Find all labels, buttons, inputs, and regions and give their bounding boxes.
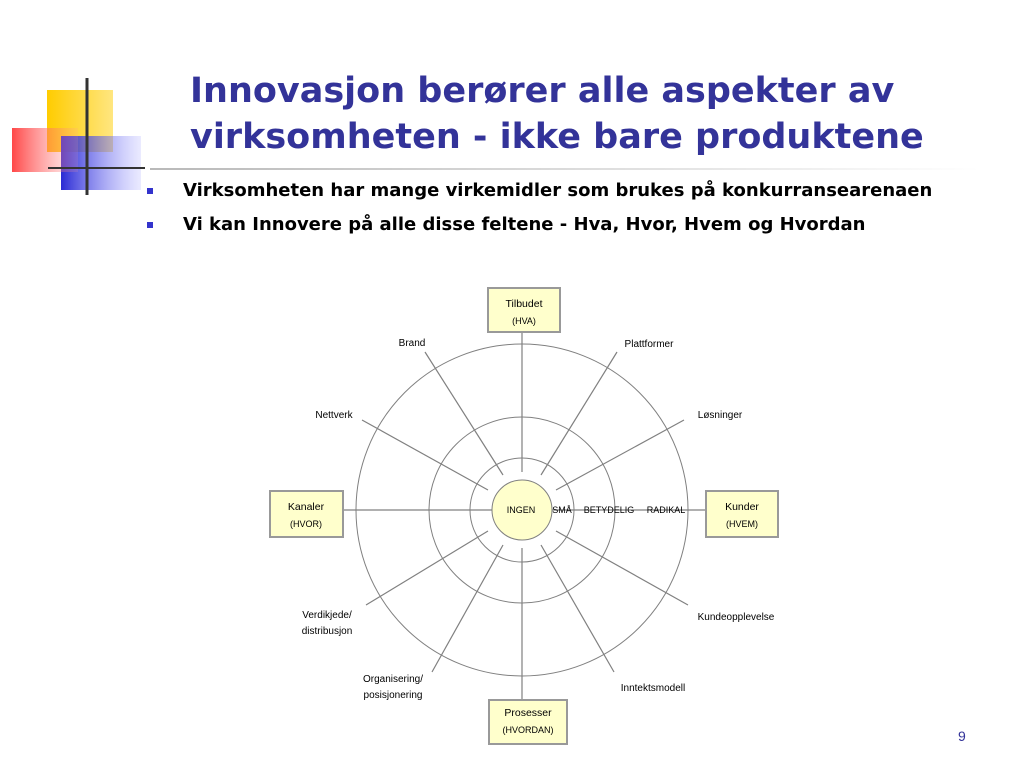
spoke-label-losninger: Løsninger <box>697 410 743 421</box>
scale-label-ingen: INGEN <box>506 505 536 515</box>
box-prosesser-label: Prosesser <box>504 707 552 719</box>
spoke-line-verdikjede <box>366 531 488 605</box>
scale-label-radikal: RADIKAL <box>646 505 686 515</box>
spoke-label-organisering-line2: posisjonering <box>363 690 423 701</box>
spoke-line-plattformer <box>541 352 617 475</box>
box-kanaler-sublabel: (HVOR) <box>290 519 322 529</box>
spoke-label-plattformer: Plattformer <box>624 339 674 350</box>
bullet-item <box>143 214 1003 235</box>
bullet-item <box>143 180 1003 201</box>
page-number: 9 <box>958 728 966 744</box>
spoke-label-inntektsmodell: Inntektsmodell <box>620 683 686 694</box>
spoke-line-organisering <box>432 545 503 672</box>
spoke-label-nettverk: Nettverk <box>315 410 353 421</box>
box-tilbudet-sublabel: (HVA) <box>512 316 536 326</box>
box-tilbudet-label: Tilbudet <box>505 298 543 310</box>
bullet-text: Vi kan Innovere på alle disse feltene - Hva, Hvor, Hvem og Hvordan <box>183 214 866 235</box>
bullet-square-icon <box>147 222 153 228</box>
spoke-label-verdikjede-line2: distribusjon <box>301 626 353 637</box>
slide-title-line-1: Innovasjon berører alle aspekter av <box>190 71 895 111</box>
spoke-label-brand: Brand <box>398 338 426 349</box>
box-prosesser <box>489 700 567 744</box>
spoke-label-verdikjede-line1: Verdikjede/ <box>302 610 352 621</box>
box-prosesser-sublabel: (HVORDAN) <box>502 725 554 735</box>
logo-red-square <box>12 128 78 172</box>
spoke-line-inntektsmodell <box>541 545 614 672</box>
logo-graphic <box>0 70 150 200</box>
box-tilbudet <box>488 288 560 332</box>
spoke-line-kundeopplevelse <box>556 531 688 605</box>
slide-title-line-2: virksomheten - ikke bare produktene <box>190 117 924 157</box>
box-kanaler-label: Kanaler <box>287 501 325 513</box>
scale-label-sma: SMÅ <box>552 505 572 515</box>
spoke-line-nettverk <box>362 420 488 490</box>
scale-label-betydelig: BETYDELIG <box>583 505 635 515</box>
spoke-label-kundeopplevelse: Kundeopplevelse <box>697 612 775 623</box>
box-kunder <box>706 491 778 537</box>
spoke-label-organisering-line1: Organisering/ <box>362 674 424 685</box>
innovation-radar-diagram <box>260 280 790 750</box>
spoke-line-losninger <box>556 420 684 490</box>
bullet-square-icon <box>147 188 153 194</box>
bullet-list <box>143 180 1003 248</box>
box-kunder-sublabel: (HVEM) <box>726 519 758 529</box>
bullet-text: Virksomheten har mange virkemidler som brukes på konkurransearenaen <box>183 180 933 201</box>
slide-title <box>190 68 990 160</box>
spoke-line-brand <box>425 352 503 475</box>
box-kunder-label: Kunder <box>725 501 759 513</box>
title-underline <box>150 168 980 170</box>
box-kanaler <box>270 491 343 537</box>
